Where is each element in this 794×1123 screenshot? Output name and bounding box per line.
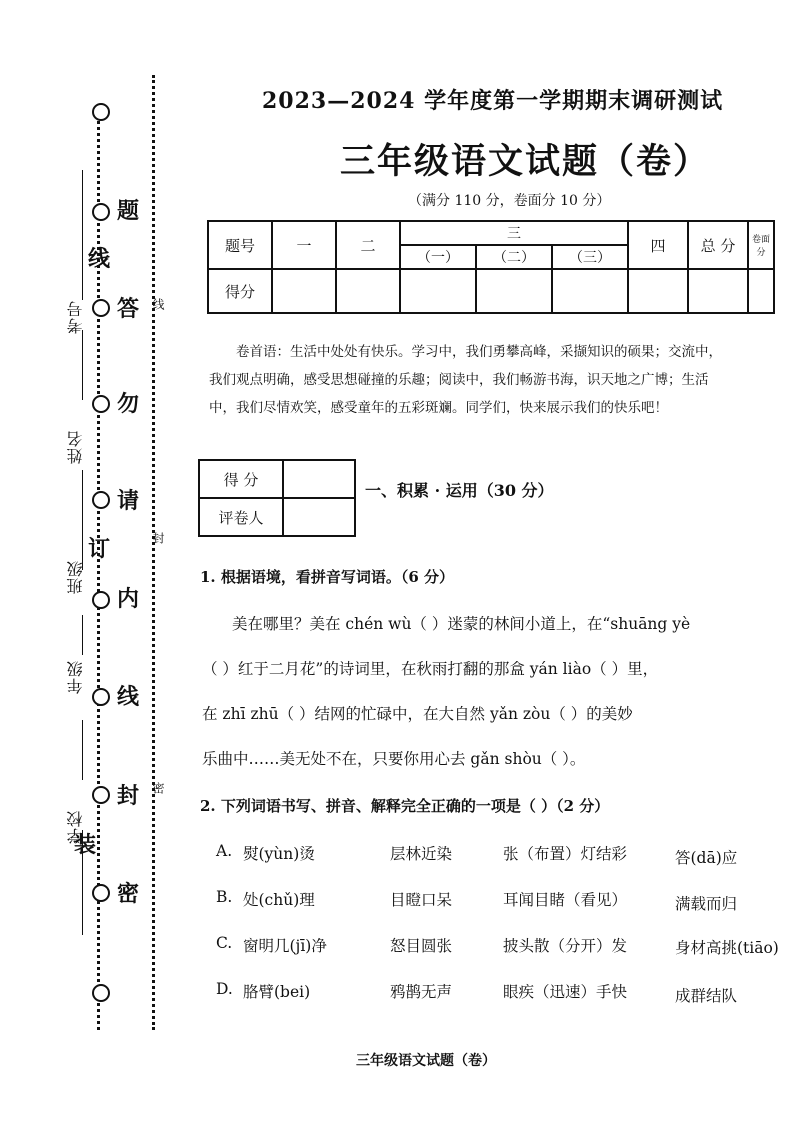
- binding-circle: [92, 884, 110, 902]
- dotted-line-right: [152, 75, 155, 1030]
- score-table-subcol: （二）: [476, 245, 552, 269]
- intro-line: 中，我们尽情欢笑，感受童年的五彩斑斓。同学们，快来展示我们的快乐吧！: [209, 400, 668, 416]
- option-word: 熨(yùn)烫: [243, 845, 315, 863]
- option-word: 成群结队: [675, 987, 738, 1005]
- field-line: [82, 170, 83, 300]
- field-label-exam-number: 考号: [66, 300, 85, 334]
- score-cell[interactable]: [476, 269, 552, 313]
- score-table: [207, 220, 775, 314]
- score-table-col: 三: [400, 221, 628, 245]
- intro-line: 卷首语：生活中处处有快乐。学习中，我们勇攀高峰，采撷知识的硕果；交流中，: [236, 344, 722, 360]
- binding-circle: [92, 103, 110, 121]
- margin-char: 勿: [117, 391, 140, 417]
- question-1-title: 1. 根据语境，看拼音写词语。（6 分）: [200, 568, 455, 586]
- score-table-col: 四: [628, 221, 688, 269]
- margin-char: 装: [74, 832, 97, 858]
- question-1-line: （ ）红于二月花”的诗词里，在秋雨打翻的那盒 yán liào（ ）里，: [202, 660, 659, 678]
- option-label: D.: [216, 980, 233, 998]
- option-word: 层林近染: [390, 845, 453, 863]
- score-cell[interactable]: [400, 269, 476, 313]
- score-table-subcol: （三）: [552, 245, 628, 269]
- exam-title: 2023—2024 学年度第一学期期末调研测试: [262, 88, 724, 114]
- score-cell[interactable]: [748, 269, 774, 313]
- margin-char: 线: [117, 684, 140, 710]
- score-table-col: 总 分: [688, 221, 748, 269]
- field-line: [82, 615, 83, 655]
- option-word: 处(chǔ)理: [243, 891, 315, 909]
- option-word: 窗明几(jī)净: [243, 937, 327, 955]
- score-table-score-label: 得分: [208, 269, 272, 313]
- question-1-line: 美在哪里？美在 chén wù（ ）迷蒙的林间小道上，在“shuāng yè: [232, 615, 691, 633]
- field-label-name: 姓名: [66, 430, 85, 464]
- grader-reviewer-cell[interactable]: [283, 498, 355, 536]
- score-table-col: 卷面分: [748, 221, 774, 269]
- option-word: 张（布置）灯结彩: [503, 845, 628, 863]
- field-line: [82, 330, 83, 400]
- score-table-subcol: （一）: [400, 245, 476, 269]
- score-cell[interactable]: [552, 269, 628, 313]
- option-word: 目瞪口呆: [390, 891, 453, 909]
- option-label: A.: [216, 842, 233, 860]
- section-heading: 一、积累 · 运用（30 分）: [365, 481, 554, 500]
- margin-mark: 线: [151, 298, 165, 310]
- margin-char: 封: [117, 783, 140, 809]
- margin-char: 请: [117, 488, 140, 514]
- binding-circle: [92, 786, 110, 804]
- grader-box: [198, 459, 356, 537]
- question-1-line: 乐曲中……美无处不在，只要你用心去 gǎn shòu（ ）。: [202, 750, 586, 768]
- option-word: 鸦鹊无声: [390, 983, 453, 1001]
- margin-char: 线: [88, 246, 111, 272]
- option-word: 眼疾（迅速）手快: [503, 983, 628, 1001]
- margin-char: 答: [117, 296, 140, 322]
- option-label: B.: [216, 888, 233, 906]
- binding-circle: [92, 299, 110, 317]
- binding-circle: [92, 688, 110, 706]
- binding-circle: [92, 395, 110, 413]
- margin-char: 密: [117, 881, 140, 907]
- margin-mark: 密: [151, 782, 165, 794]
- intro-line: 我们观点明确，感受思想碰撞的乐趣；阅读中，我们畅游书海，识天地之广博；生活: [209, 372, 709, 388]
- margin-char: 内: [117, 586, 140, 612]
- grader-score-cell[interactable]: [283, 460, 355, 498]
- score-table-col: 一: [272, 221, 336, 269]
- margin-mark: 封: [151, 532, 165, 544]
- score-info: （满分 110 分，卷面分 10 分）: [408, 193, 611, 209]
- score-cell[interactable]: [688, 269, 748, 313]
- grader-score-label: 得 分: [199, 460, 283, 498]
- field-label-grade: 年级: [66, 660, 85, 694]
- option-word: 身材高挑(tiāo): [675, 939, 779, 957]
- option-word: 耳闻目睹（看见）: [503, 891, 628, 909]
- score-cell[interactable]: [336, 269, 400, 313]
- score-table-col: 二: [336, 221, 400, 269]
- option-word: 披头散（分开）发: [503, 937, 628, 955]
- grader-reviewer-label: 评卷人: [199, 498, 283, 536]
- option-label: C.: [216, 934, 233, 952]
- option-word: 满载而归: [675, 895, 738, 913]
- option-word: 答(dā)应: [675, 849, 738, 867]
- score-table-header-label: 题号: [208, 221, 272, 269]
- page-footer: 三年级语文试题（卷）: [356, 1053, 496, 1069]
- field-label-class: 班级: [66, 560, 85, 594]
- field-line: [82, 470, 83, 570]
- intro-paragraph: [209, 338, 769, 422]
- question-2-title: 2. 下列词语书写、拼音、解释完全正确的一项是（ ）（2 分）: [200, 797, 610, 815]
- field-line: [82, 720, 83, 780]
- binding-circle: [92, 984, 110, 1002]
- margin-char: 订: [88, 536, 111, 562]
- question-1-line: 在 zhī zhū（ ）结网的忙碌中，在大自然 yǎn zòu（ ）的美妙: [202, 705, 633, 723]
- score-cell[interactable]: [272, 269, 336, 313]
- field-line: [82, 830, 83, 935]
- field-label-school: 学校: [66, 810, 85, 844]
- margin-char: 题: [117, 198, 140, 224]
- binding-circle: [92, 203, 110, 221]
- option-word: 胳臂(bei): [243, 983, 311, 1001]
- option-word: 怒目圆张: [390, 937, 453, 955]
- binding-circle: [92, 491, 110, 509]
- exam-subtitle: 三年级语文试题（卷）: [340, 141, 711, 182]
- score-cell[interactable]: [628, 269, 688, 313]
- binding-circle: [92, 591, 110, 609]
